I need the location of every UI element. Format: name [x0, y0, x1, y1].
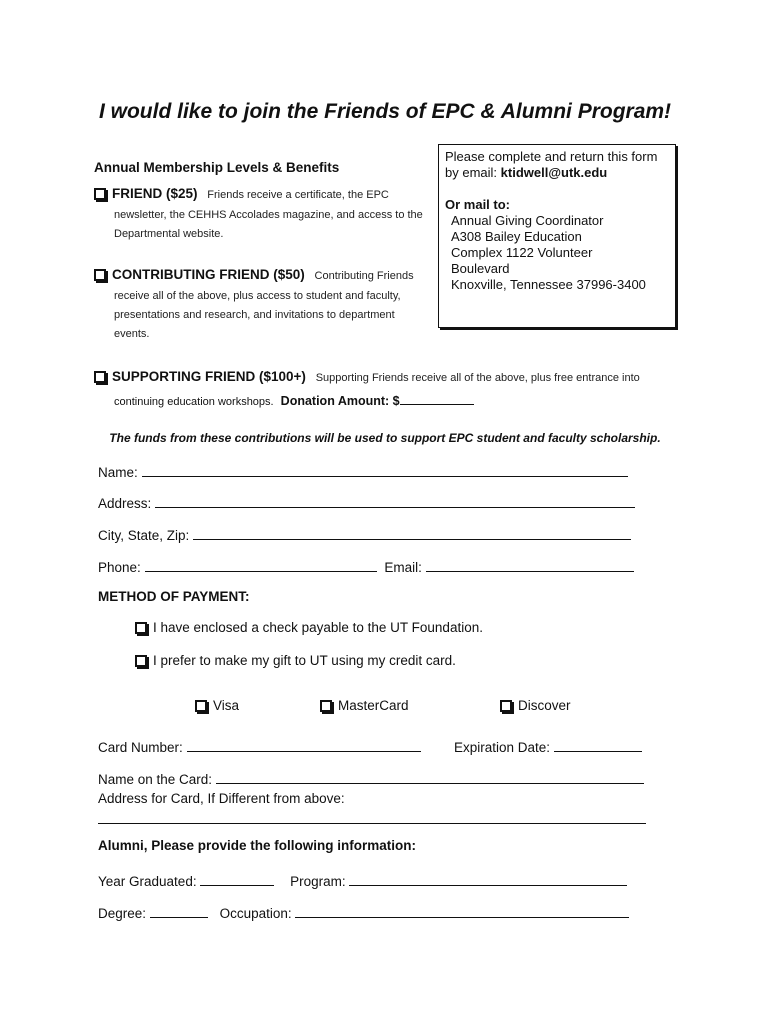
- mail-instructions-box: [438, 144, 676, 328]
- level-desc: Contributing Friends: [314, 270, 414, 282]
- supporting-checkbox[interactable]: [94, 371, 106, 383]
- name-on-card-row: [98, 769, 644, 787]
- address-line: A308 Bailey Education: [451, 229, 582, 244]
- expiration-field[interactable]: [554, 737, 642, 752]
- page-title: I would like to join the Friends of EPC & Alumni Program!: [98, 100, 672, 123]
- degree-label: Degree:: [98, 906, 147, 921]
- donation-label: Donation Amount: $: [280, 394, 400, 408]
- payment-check-option: [135, 620, 483, 635]
- expiration-row: [454, 737, 642, 755]
- email-field[interactable]: [426, 557, 634, 572]
- name-on-card-label: Name on the Card:: [98, 772, 213, 787]
- address-card-label: Address for Card, If Different from above:: [98, 791, 345, 806]
- expiration-label: Expiration Date:: [454, 740, 551, 755]
- level-desc-rest: newsletter, the CEHHS Accolades magazine, and access to the Departmental website.: [114, 209, 423, 240]
- visa-checkbox[interactable]: [195, 700, 207, 712]
- occupation-label: Occupation:: [219, 906, 292, 921]
- or-mail-label: Or mail to:: [445, 197, 511, 212]
- card-discover: [500, 698, 571, 713]
- level-desc: Supporting Friends receive all of the above, plus free entrance into: [315, 372, 640, 384]
- visa-label: Visa: [213, 698, 240, 713]
- check-label: I have enclosed a check payable to the UT Foundation.: [153, 620, 483, 635]
- level-name: SUPPORTING FRIEND ($100+): [112, 369, 306, 384]
- payment-heading: METHOD OF PAYMENT:: [98, 589, 250, 604]
- address-line: Knoxville, Tennessee 37996-3400: [451, 277, 646, 292]
- credit-checkbox[interactable]: [135, 655, 147, 667]
- mail-line2-prefix: by email:: [445, 165, 498, 180]
- mastercard-label: MasterCard: [338, 698, 409, 713]
- degree-occupation-row: [98, 903, 629, 921]
- card-visa: [195, 698, 239, 713]
- friend-checkbox[interactable]: [94, 188, 106, 200]
- address-row: [98, 493, 635, 511]
- card-number-row: [98, 737, 421, 755]
- address-line: Annual Giving Coordinator: [451, 213, 604, 228]
- year-field[interactable]: [200, 871, 274, 886]
- donation-amount-field[interactable]: [400, 390, 474, 405]
- card-mastercard: [320, 698, 409, 713]
- address-card-field[interactable]: [98, 808, 646, 824]
- level-desc-rest: continuing education workshops.: [114, 396, 274, 408]
- city-label: City, State, Zip:: [98, 528, 190, 543]
- name-on-card-field[interactable]: [216, 769, 644, 784]
- phone-row: [98, 557, 634, 575]
- level-desc: Friends receive a certificate, the EPC: [207, 189, 389, 201]
- mail-address: [445, 213, 669, 293]
- contributing-checkbox[interactable]: [94, 269, 106, 281]
- contact-email[interactable]: ktidwell@utk.edu: [500, 165, 608, 180]
- mail-line1: Please complete and return this form: [445, 149, 658, 164]
- mastercard-checkbox[interactable]: [320, 700, 332, 712]
- card-number-label: Card Number:: [98, 740, 183, 755]
- occupation-field[interactable]: [295, 903, 629, 918]
- levels-heading: Annual Membership Levels & Benefits: [94, 160, 340, 175]
- credit-label: I prefer to make my gift to UT using my credit card.: [153, 653, 456, 668]
- address-line: Complex 1122 Volunteer: [451, 245, 593, 260]
- level-name: CONTRIBUTING FRIEND ($50): [112, 267, 305, 282]
- discover-label: Discover: [518, 698, 571, 713]
- check-checkbox[interactable]: [135, 622, 147, 634]
- name-field[interactable]: [142, 462, 628, 477]
- discover-checkbox[interactable]: [500, 700, 512, 712]
- level-supporting: [94, 369, 640, 388]
- program-field[interactable]: [349, 871, 627, 886]
- degree-field[interactable]: [150, 903, 208, 918]
- funds-note: The funds from these contributions will be used to support EPC student and faculty scholarship.: [109, 431, 661, 445]
- address-field[interactable]: [155, 493, 635, 508]
- address-label: Address:: [98, 496, 152, 511]
- phone-field[interactable]: [145, 557, 377, 572]
- level-desc-rest: receive all of the above, plus access to student and faculty, presentations and research, and invitations to department events.: [114, 290, 401, 340]
- city-row: [98, 525, 631, 543]
- level-friend: [94, 186, 389, 205]
- level-name: FRIEND ($25): [112, 186, 198, 201]
- alumni-heading: Alumni, Please provide the following information:: [98, 838, 417, 853]
- name-label: Name:: [98, 465, 138, 480]
- year-label: Year Graduated:: [98, 874, 197, 889]
- program-label: Program:: [290, 874, 346, 889]
- level-contributing: [94, 267, 414, 286]
- payment-credit-option: [135, 653, 456, 668]
- year-program-row: [98, 871, 627, 889]
- card-number-field[interactable]: [187, 737, 421, 752]
- name-row: [98, 462, 628, 480]
- email-label: Email:: [384, 560, 422, 575]
- phone-label: Phone:: [98, 560, 141, 575]
- address-line: Boulevard: [451, 261, 510, 276]
- city-field[interactable]: [193, 525, 631, 540]
